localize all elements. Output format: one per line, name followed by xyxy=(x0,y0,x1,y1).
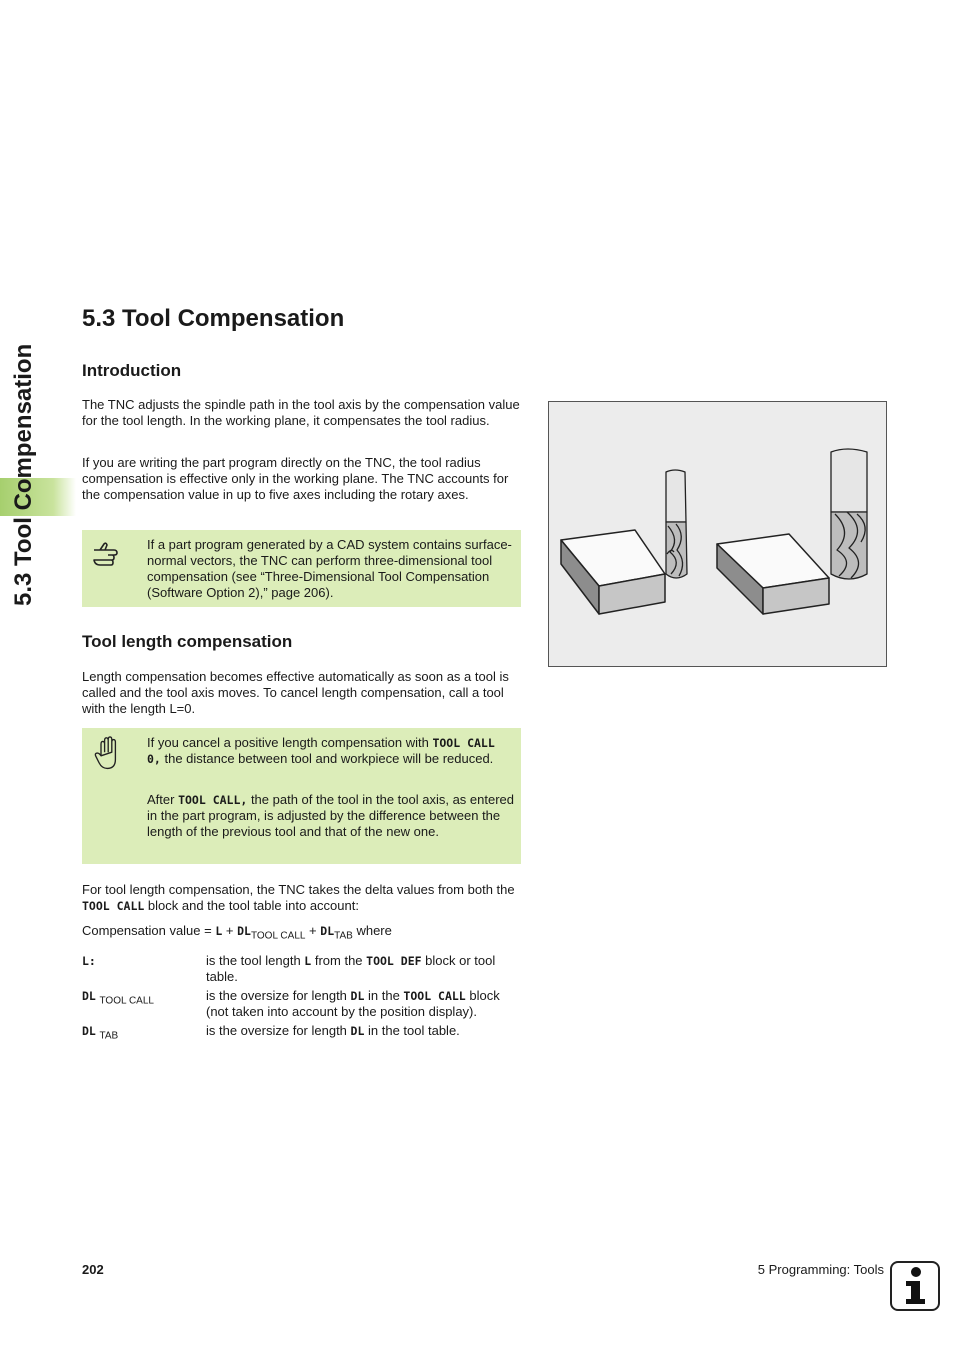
length-comp-heading: Tool length compensation xyxy=(82,632,293,651)
length-comp-paragraph-2: For tool length compensation, the TNC takes the delta values from both the TOOL CALL block and the tool table into account: xyxy=(82,882,515,914)
note-text-length-2: After TOOL CALL, the path of the tool in the tool axis, as entered in the part program, is adjusted by the difference between the length of the previous tool and that of the new one. xyxy=(147,792,515,839)
short-tool xyxy=(666,470,687,578)
note-box-length xyxy=(82,728,521,864)
section-title: 5.3 Tool Compensation xyxy=(82,305,345,332)
page-number: 202 xyxy=(82,1262,104,1277)
definition-row xyxy=(82,988,522,1023)
chapter-title: 5 Programming: Tools xyxy=(757,1262,884,1277)
intro-paragraph-2: If you are writing the part program directly on the TNC, the tool radius compensation is effective only in the working plane. The TNC accounts for the compensation value in up to five axes including the rotary axes. xyxy=(82,455,509,503)
long-tool xyxy=(831,449,867,579)
definition-term: DL $_{TAB}$ xyxy=(82,1024,119,1042)
hand-stop-icon xyxy=(92,736,128,772)
intro-paragraph-1: The TNC adjusts the spindle path in the tool axis by the compensation value for the tool length. In the working plane, it compensates the tool radius. xyxy=(82,397,520,429)
sidebar-tab-title: 5.3 Tool Compensation xyxy=(10,343,37,606)
workpiece-block-left xyxy=(561,530,665,614)
definition-text: is the oversize for length DL in the TOOL CALL block (not taken into account by the position display). xyxy=(206,988,500,1019)
info-icon[interactable] xyxy=(890,1261,940,1311)
workpiece-block-right xyxy=(717,534,829,614)
definition-row xyxy=(82,953,522,988)
definition-text: is the tool length L from the TOOL DEF block or tool table. xyxy=(206,953,496,984)
note-text-length-1: If you cancel a positive length compensation with TOOL CALL 0, the distance between tool and workpiece will be reduced. xyxy=(147,735,495,766)
compensation-formula: Compensation value = $L + DL_{TOOL CALL} + DL_{TAB}$ where xyxy=(82,923,392,942)
hand-pointing-icon xyxy=(92,540,128,568)
intro-heading: Introduction xyxy=(82,361,182,380)
length-comp-paragraph-1: Length compensation becomes effective automatically as soon as a tool is called and the tool axis moves. To cancel length compensation, call a tool with the length L=0. xyxy=(82,669,509,717)
definition-term: L: xyxy=(82,954,96,968)
definition-text: is the oversize for length DL in the tool table. xyxy=(206,1023,460,1038)
note-box-cad xyxy=(82,530,521,607)
note-text-cad: If a part program generated by a CAD system contains surface-normal vectors, the TNC can perform three-dimensional tool compensation (see “Three-Dimensional Tool Compensation (Software Option 2),” page 206). xyxy=(147,537,512,600)
definition-list xyxy=(82,953,522,1058)
definition-row xyxy=(82,1023,522,1058)
tool-length-illustration xyxy=(548,401,887,667)
definition-term: DL $_{TOOL CALL}$ xyxy=(82,989,154,1007)
